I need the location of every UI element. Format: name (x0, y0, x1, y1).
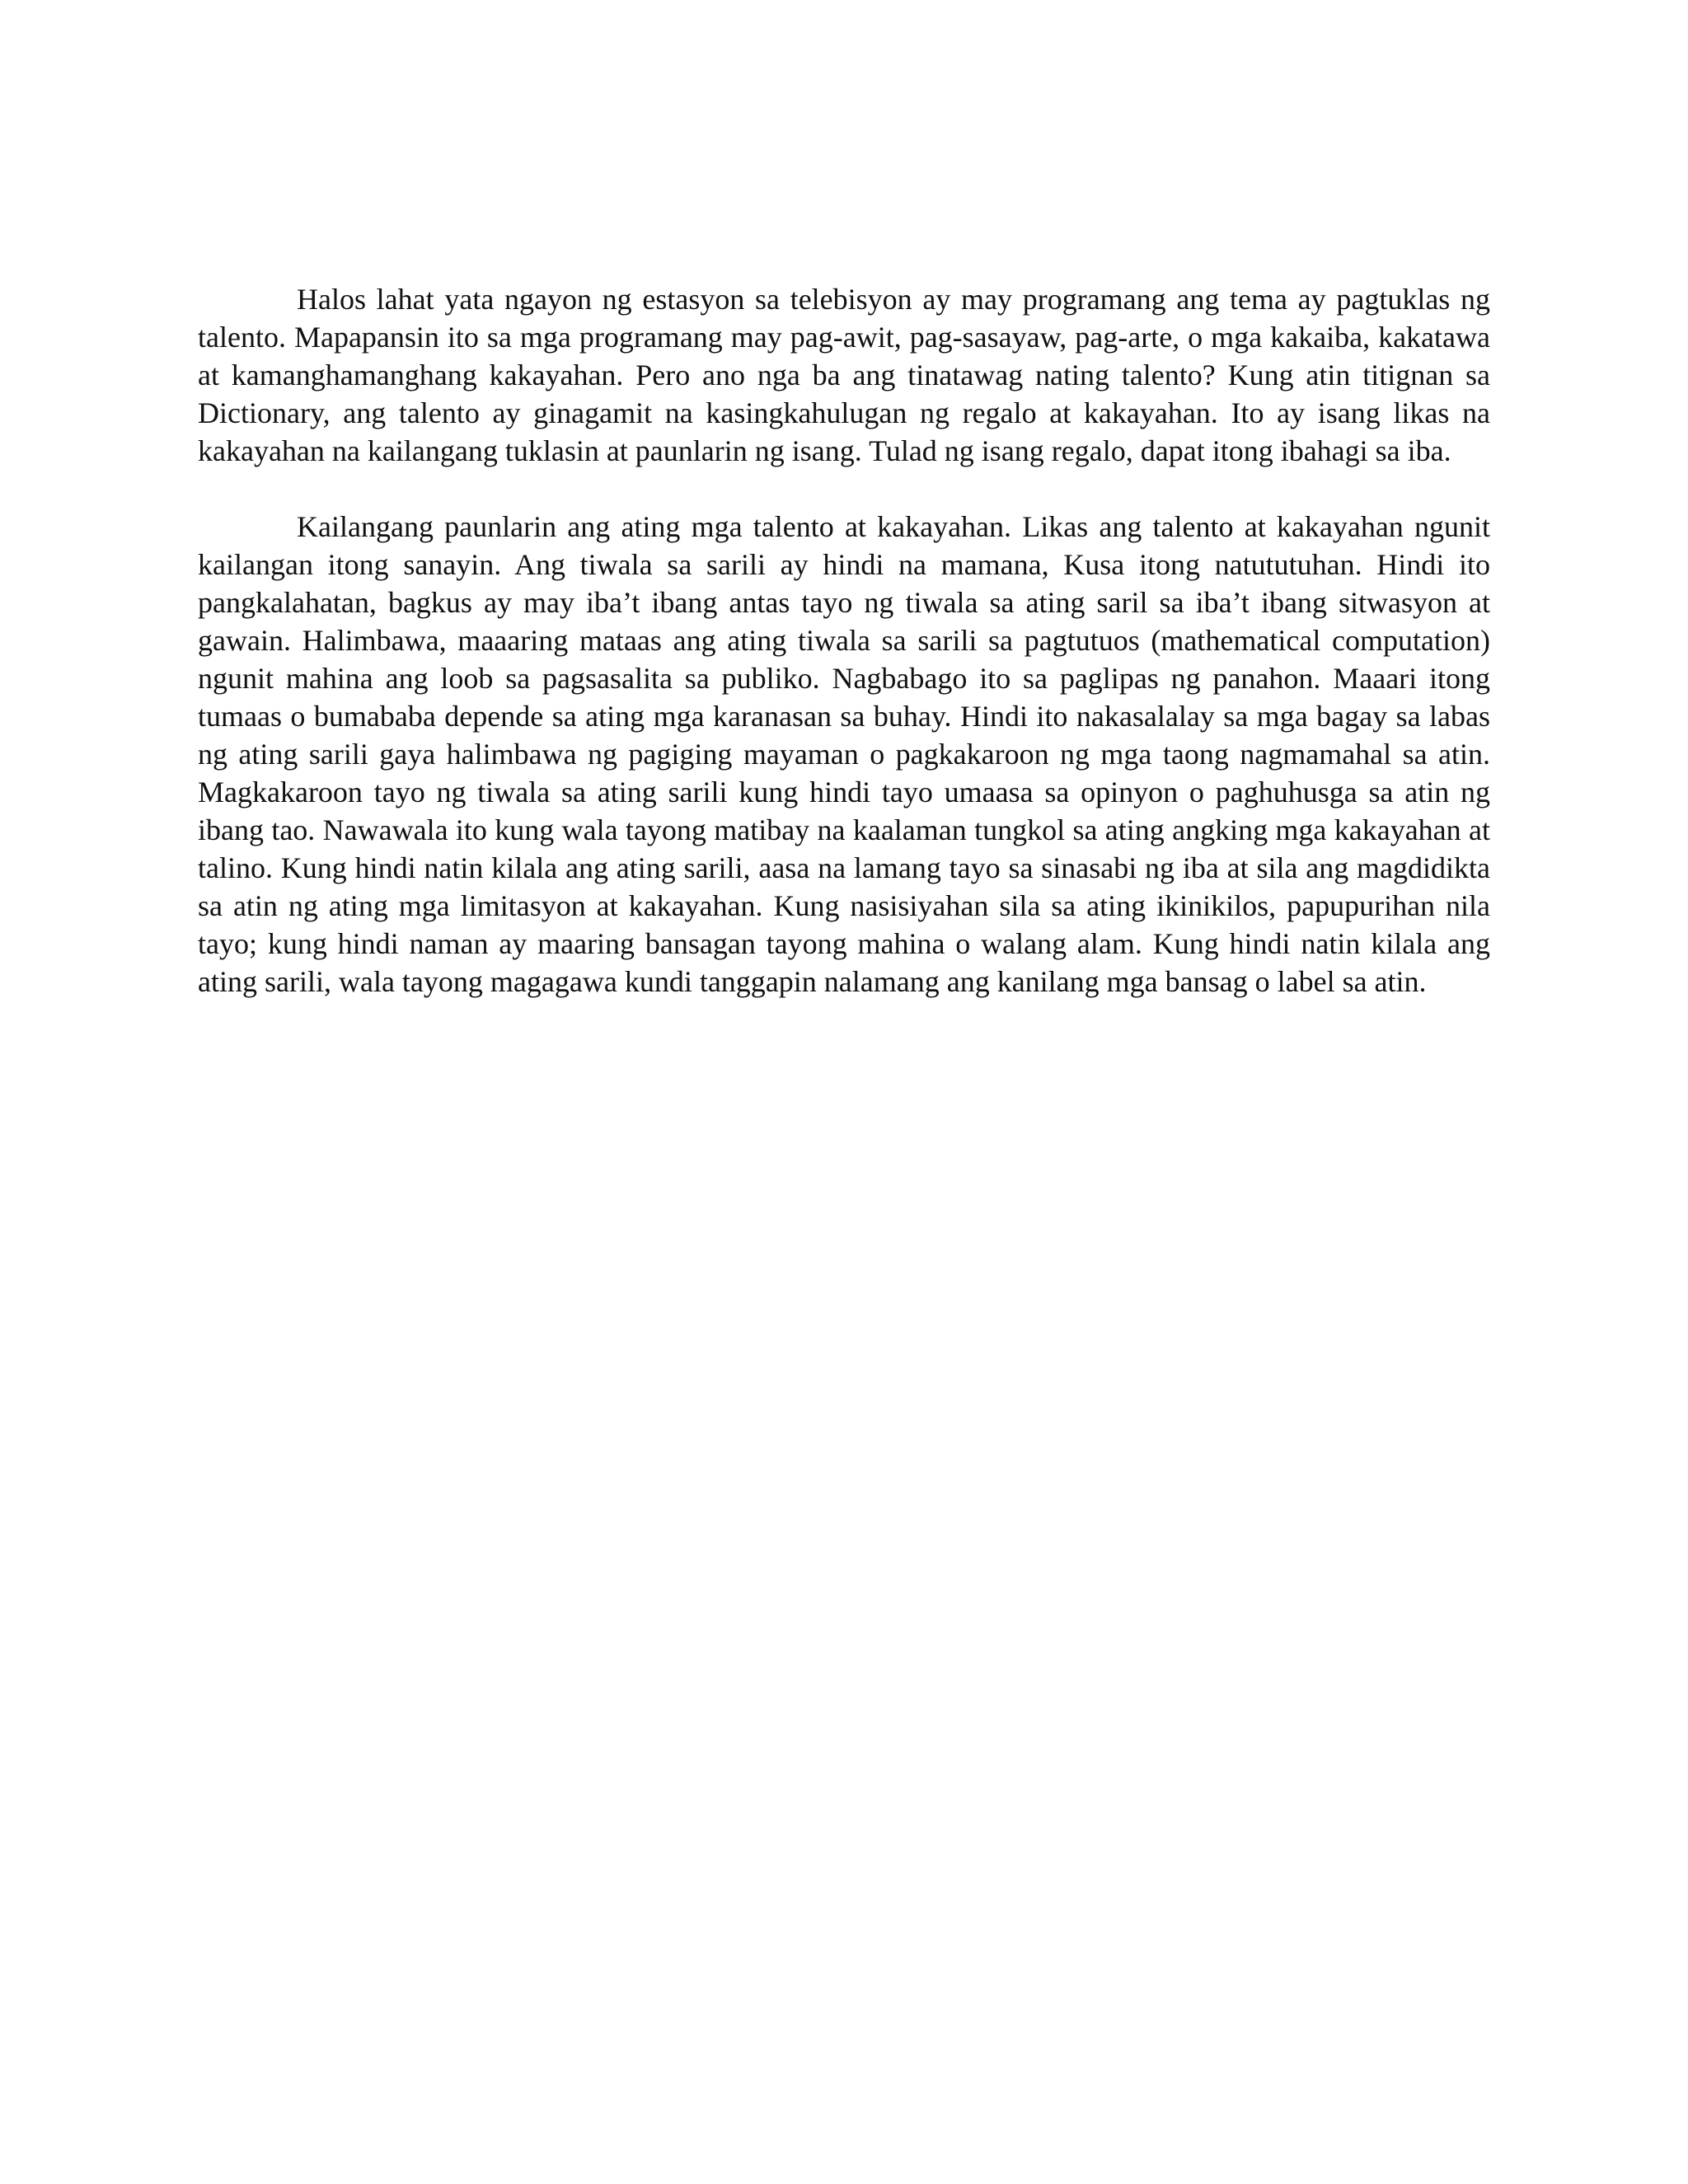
paragraph-self-confidence: Kailangang paunlarin ang ating mga talento at kakayahan. Likas ang talento at kakayahan ngunit kailangan itong sanayin. Ang tiwala sa sarili ay hindi na mamana, Kusa itong natututuhan. Hindi ito pangkalahatan, bagkus ay may iba’t ibang antas tayo ng tiwala sa ating saril sa iba’t ibang sitwasyon at gawain. Halimbawa, maaaring mataas ang ating tiwala sa sarili sa pagtutuos (mathematical computation) ngunit mahina ang loob sa pagsasalita sa publiko. Nagbabago ito sa paglipas ng panahon. Maaari itong tumaas o bumababa depende sa ating mga karanasan sa buhay. Hindi ito nakasalalay sa mga bagay sa labas ng ating sarili gaya halimbawa ng pagiging mayaman o pagkakaroon ng mga taong nagmamahal sa atin. Magkakaroon tayo ng tiwala sa ating sarili kung hindi tayo umaasa sa opinyon o paghuhusga sa atin ng ibang tao. Nawawala ito kung wala tayong matibay na kaalaman tungkol sa ating angking mga kakayahan at talino. Kung hindi natin kilala ang ating sarili, aasa na lamang tayo sa sinasabi ng iba at sila ang magdidikta sa atin ng ating mga limitasyon at kakayahan. Kung nasisiyahan sila sa ating ikinikilos, papupurihan nila tayo; kung hindi naman ay maaring bansagan tayong mahina o walang alam. Kung hindi natin kilala ang ating sarili, wala tayong magagawa kundi tanggapin nalamang ang kanilang mga bansag o label sa atin. (198, 510, 1490, 998)
paragraph-talent-discovery: Halos lahat yata ngayon ng estasyon sa telebisyon ay may programang ang tema ay pagtuklas ng talento. Mapapansin ito sa mga programang may pag-awit, pag-sasayaw, pag-arte, o mga kakaiba, kakatawa at kamanghamanghang kakayahan. Pero ano nga ba ang tinatawag nating talento? Kung atin titignan sa Dictionary, ang talento ay ginagamit na kasingkahulugan ng regalo at kakayahan. Ito ay isang likas na kakayahan na kailangang tuklasin at paunlarin ng isang. Tulad ng isang regalo, dapat itong ibahagi sa iba. (198, 283, 1490, 467)
document-body (198, 280, 1490, 1001)
